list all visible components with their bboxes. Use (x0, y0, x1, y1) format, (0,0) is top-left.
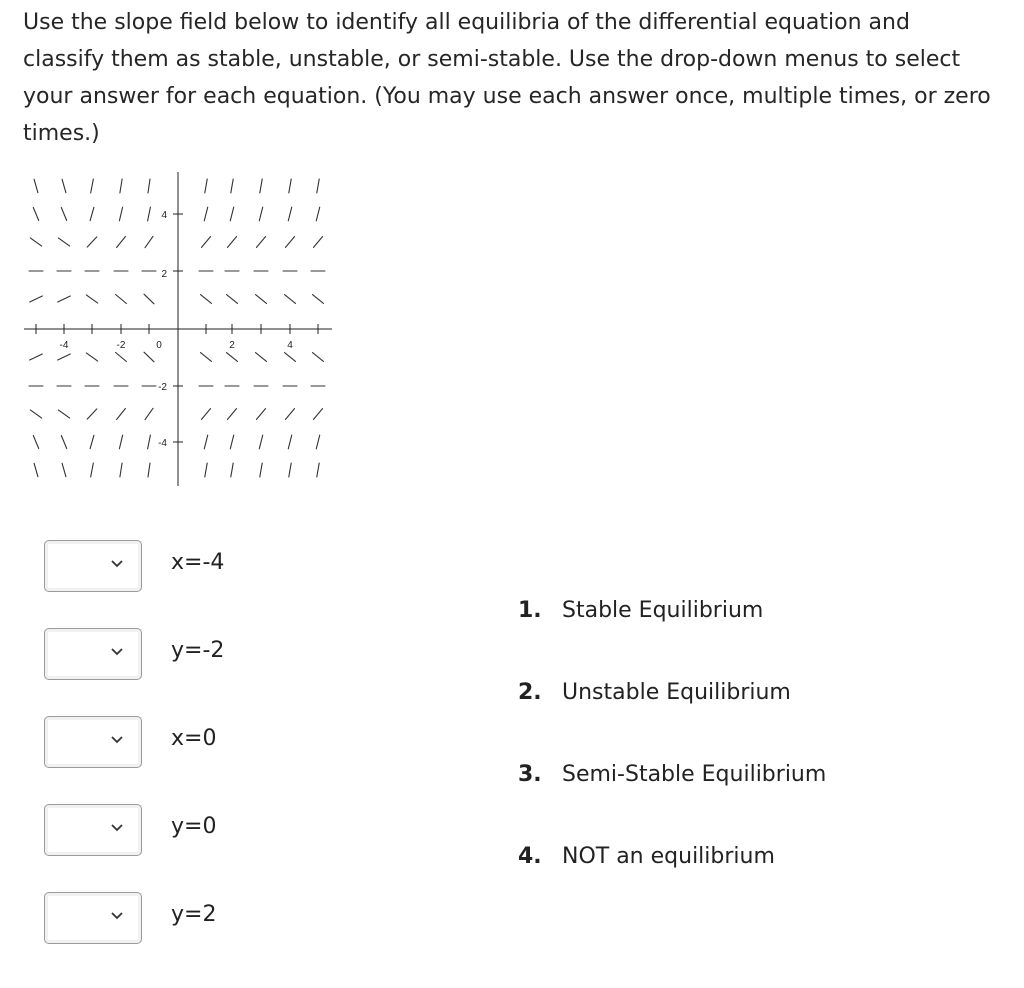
slope-segment (228, 409, 237, 420)
slope-segment (316, 207, 319, 221)
instructions-text: Use the slope field below to identify all equilibria of the differential equation and classify them as stable, unstable, or semi-stable. Use the drop-down menus to select your answer for each equation. (You may use each answer once, multiple times, or zero times.) (23, 10, 991, 146)
slope-segment (288, 207, 291, 221)
answer-text: Stable Equilibrium (562, 598, 764, 623)
slope-segment (228, 237, 237, 248)
slope-segment (231, 179, 233, 193)
chevron-down-icon (111, 645, 123, 657)
question-row (44, 804, 304, 858)
answer-key-item (518, 762, 826, 787)
slope-segment (227, 295, 238, 304)
slope-segment (202, 237, 211, 248)
slope-segment (288, 435, 291, 449)
slope-segment (205, 463, 207, 477)
slope-segment (257, 237, 266, 248)
slope-segment (30, 296, 43, 302)
slope-segment (148, 435, 151, 449)
slope-segment (58, 354, 71, 360)
slope-field-graph (24, 168, 340, 496)
slope-segment (58, 410, 69, 418)
slope-segment (91, 179, 94, 193)
slope-segment (289, 463, 291, 477)
answer-text: NOT an equilibrium (562, 844, 775, 869)
question-row (44, 540, 304, 594)
question-row (44, 628, 304, 682)
slope-segment (289, 179, 291, 193)
chevron-down-icon (111, 909, 123, 921)
x-tick-label: -2 (116, 340, 126, 351)
slope-segment (117, 237, 126, 248)
slope-segment (317, 463, 319, 477)
slope-segment (317, 179, 319, 193)
slope-segment (313, 353, 324, 362)
answer-dropdown-3[interactable] (44, 716, 142, 768)
slope-segment (259, 435, 262, 449)
slope-segment (313, 295, 324, 304)
slope-segment (34, 463, 38, 476)
answer-key-item (518, 844, 775, 869)
slope-segment (285, 353, 296, 362)
slope-segment (314, 409, 323, 420)
slope-segment (61, 208, 66, 221)
slope-segment (204, 435, 207, 449)
slope-segment (120, 179, 122, 193)
slope-segment (62, 463, 66, 476)
slope-segment (148, 207, 151, 221)
slope-segment (230, 207, 233, 221)
slope-segment (90, 435, 94, 448)
slope-segment (205, 179, 207, 193)
question-label: y=2 (171, 902, 217, 927)
slope-segment (116, 353, 127, 362)
slope-segment (256, 353, 267, 362)
answer-key-item (518, 598, 763, 623)
answer-text: Semi-Stable Equilibrium (562, 762, 827, 787)
y-tick-label: -4 (158, 438, 167, 449)
slope-segment (286, 409, 295, 420)
question-label: y=-2 (171, 638, 225, 663)
slope-segment (231, 463, 233, 477)
slope-segment (148, 179, 150, 193)
slope-segment (144, 294, 154, 304)
slope-segment (314, 237, 323, 248)
answer-number: 4. (518, 844, 542, 869)
slope-segment (87, 237, 97, 247)
y-tick-label: 2 (161, 269, 167, 280)
slope-segment (204, 207, 207, 221)
question-label: y=0 (171, 814, 217, 839)
slope-segment (33, 208, 38, 221)
y-tick-label: 4 (161, 210, 167, 221)
slope-segment (316, 435, 319, 449)
slope-segment (144, 352, 154, 362)
question-row (44, 716, 304, 770)
chevron-down-icon (111, 557, 123, 569)
slope-segment (117, 409, 126, 420)
slope-segment (90, 207, 94, 220)
x-tick-label: 0 (156, 340, 162, 351)
answer-text: Unstable Equilibrium (562, 680, 791, 705)
answer-dropdown-2[interactable] (44, 628, 142, 680)
slope-segment (257, 409, 266, 420)
chevron-down-icon (111, 821, 123, 833)
slope-segment (87, 409, 97, 419)
slope-segment (30, 354, 43, 360)
slope-segment (62, 179, 66, 192)
slope-segment (58, 296, 71, 302)
answer-dropdown-5[interactable] (44, 892, 142, 944)
slope-segment (120, 463, 122, 477)
slope-segment (34, 179, 38, 192)
answer-number: 3. (518, 762, 542, 787)
question-label: x=-4 (171, 550, 225, 575)
slope-segment (202, 409, 211, 420)
slope-segment (86, 295, 97, 303)
question-label: x=0 (171, 726, 217, 751)
y-tick-label: -2 (158, 382, 167, 393)
slope-segment (119, 207, 122, 221)
slope-segment (116, 295, 127, 304)
slope-segment (227, 353, 238, 362)
answer-key-item (518, 680, 791, 705)
chevron-down-icon (111, 733, 123, 745)
slope-segment (145, 236, 153, 247)
slope-segment (286, 237, 295, 248)
slope-segment (86, 353, 97, 361)
x-tick-label: 4 (287, 340, 293, 351)
slope-segment (30, 410, 41, 418)
slope-segment (256, 295, 267, 304)
slope-segment (260, 179, 262, 193)
answer-dropdown-1[interactable] (44, 540, 142, 592)
answer-number: 1. (518, 598, 542, 623)
x-tick-label: 2 (229, 340, 235, 351)
slope-segment (91, 463, 94, 477)
x-tick-label: -4 (59, 340, 69, 351)
question-row (44, 892, 304, 946)
slope-segment (145, 408, 153, 419)
slope-segment (33, 436, 38, 449)
slope-segment (201, 295, 212, 304)
slope-segment (30, 238, 41, 246)
slope-segment (259, 207, 262, 221)
slope-segment (119, 435, 122, 449)
slope-segment (260, 463, 262, 477)
slope-segment (148, 463, 150, 477)
slope-segment (58, 238, 69, 246)
slope-segment (61, 436, 66, 449)
answer-dropdown-4[interactable] (44, 804, 142, 856)
slope-segment (285, 295, 296, 304)
slope-segment (201, 353, 212, 362)
answer-number: 2. (518, 680, 542, 705)
slope-segment (230, 435, 233, 449)
